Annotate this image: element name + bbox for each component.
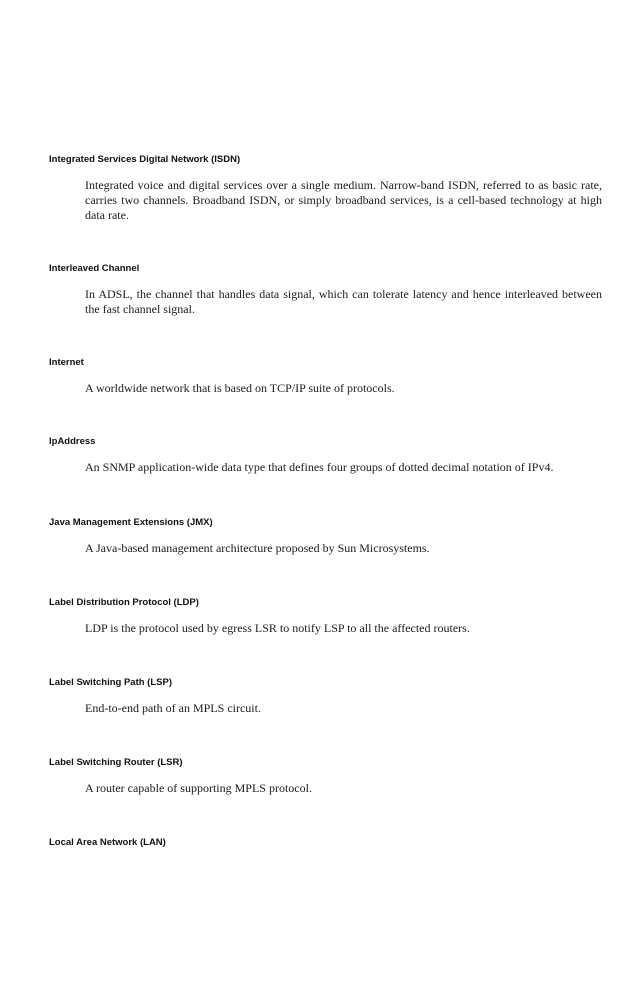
entry-term: Integrated Services Digital Network (ISDN) [49,154,241,165]
entry-definition: A Java-based management architecture proposed by Sun Microsystems. [85,541,430,555]
entry-term: Label Switching Router (LSR) [49,757,183,768]
entry-definition: LDP is the protocol used by egress LSR to notify LSP to all the affected routers. [85,621,470,635]
entry-definition: A worldwide network that is based on TCP/IP suite of protocols. [85,381,395,395]
entry-term: Label Distribution Protocol (LDP) [49,597,199,608]
entry-term: Local Area Network (LAN) [49,837,166,848]
entry-definition: A router capable of supporting MPLS protocol. [85,781,312,795]
entry-term: IpAddress [49,436,96,447]
entry-definition: End-to-end path of an MPLS circuit. [85,701,261,715]
entry-term: Java Management Extensions (JMX) [49,517,213,528]
entry-term: Internet [49,357,84,368]
entry-definition: In ADSL, the channel that handles data signal, which can tolerate latency and hence interleaved between the fast channel signal. [85,287,602,316]
entry-term: Interleaved Channel [49,263,140,274]
entry-definition: Integrated voice and digital services over a single medium. Narrow-band ISDN, referred to as basic rate, carries two channels. Broadband ISDN, or simply broadband services, is a cell-based technology at high data rate. [85,178,602,222]
entry-term: Label Switching Path (LSP) [49,677,172,688]
entry-definition: An SNMP application-wide data type that defines four groups of dotted decimal notation of IPv4. [85,460,554,474]
